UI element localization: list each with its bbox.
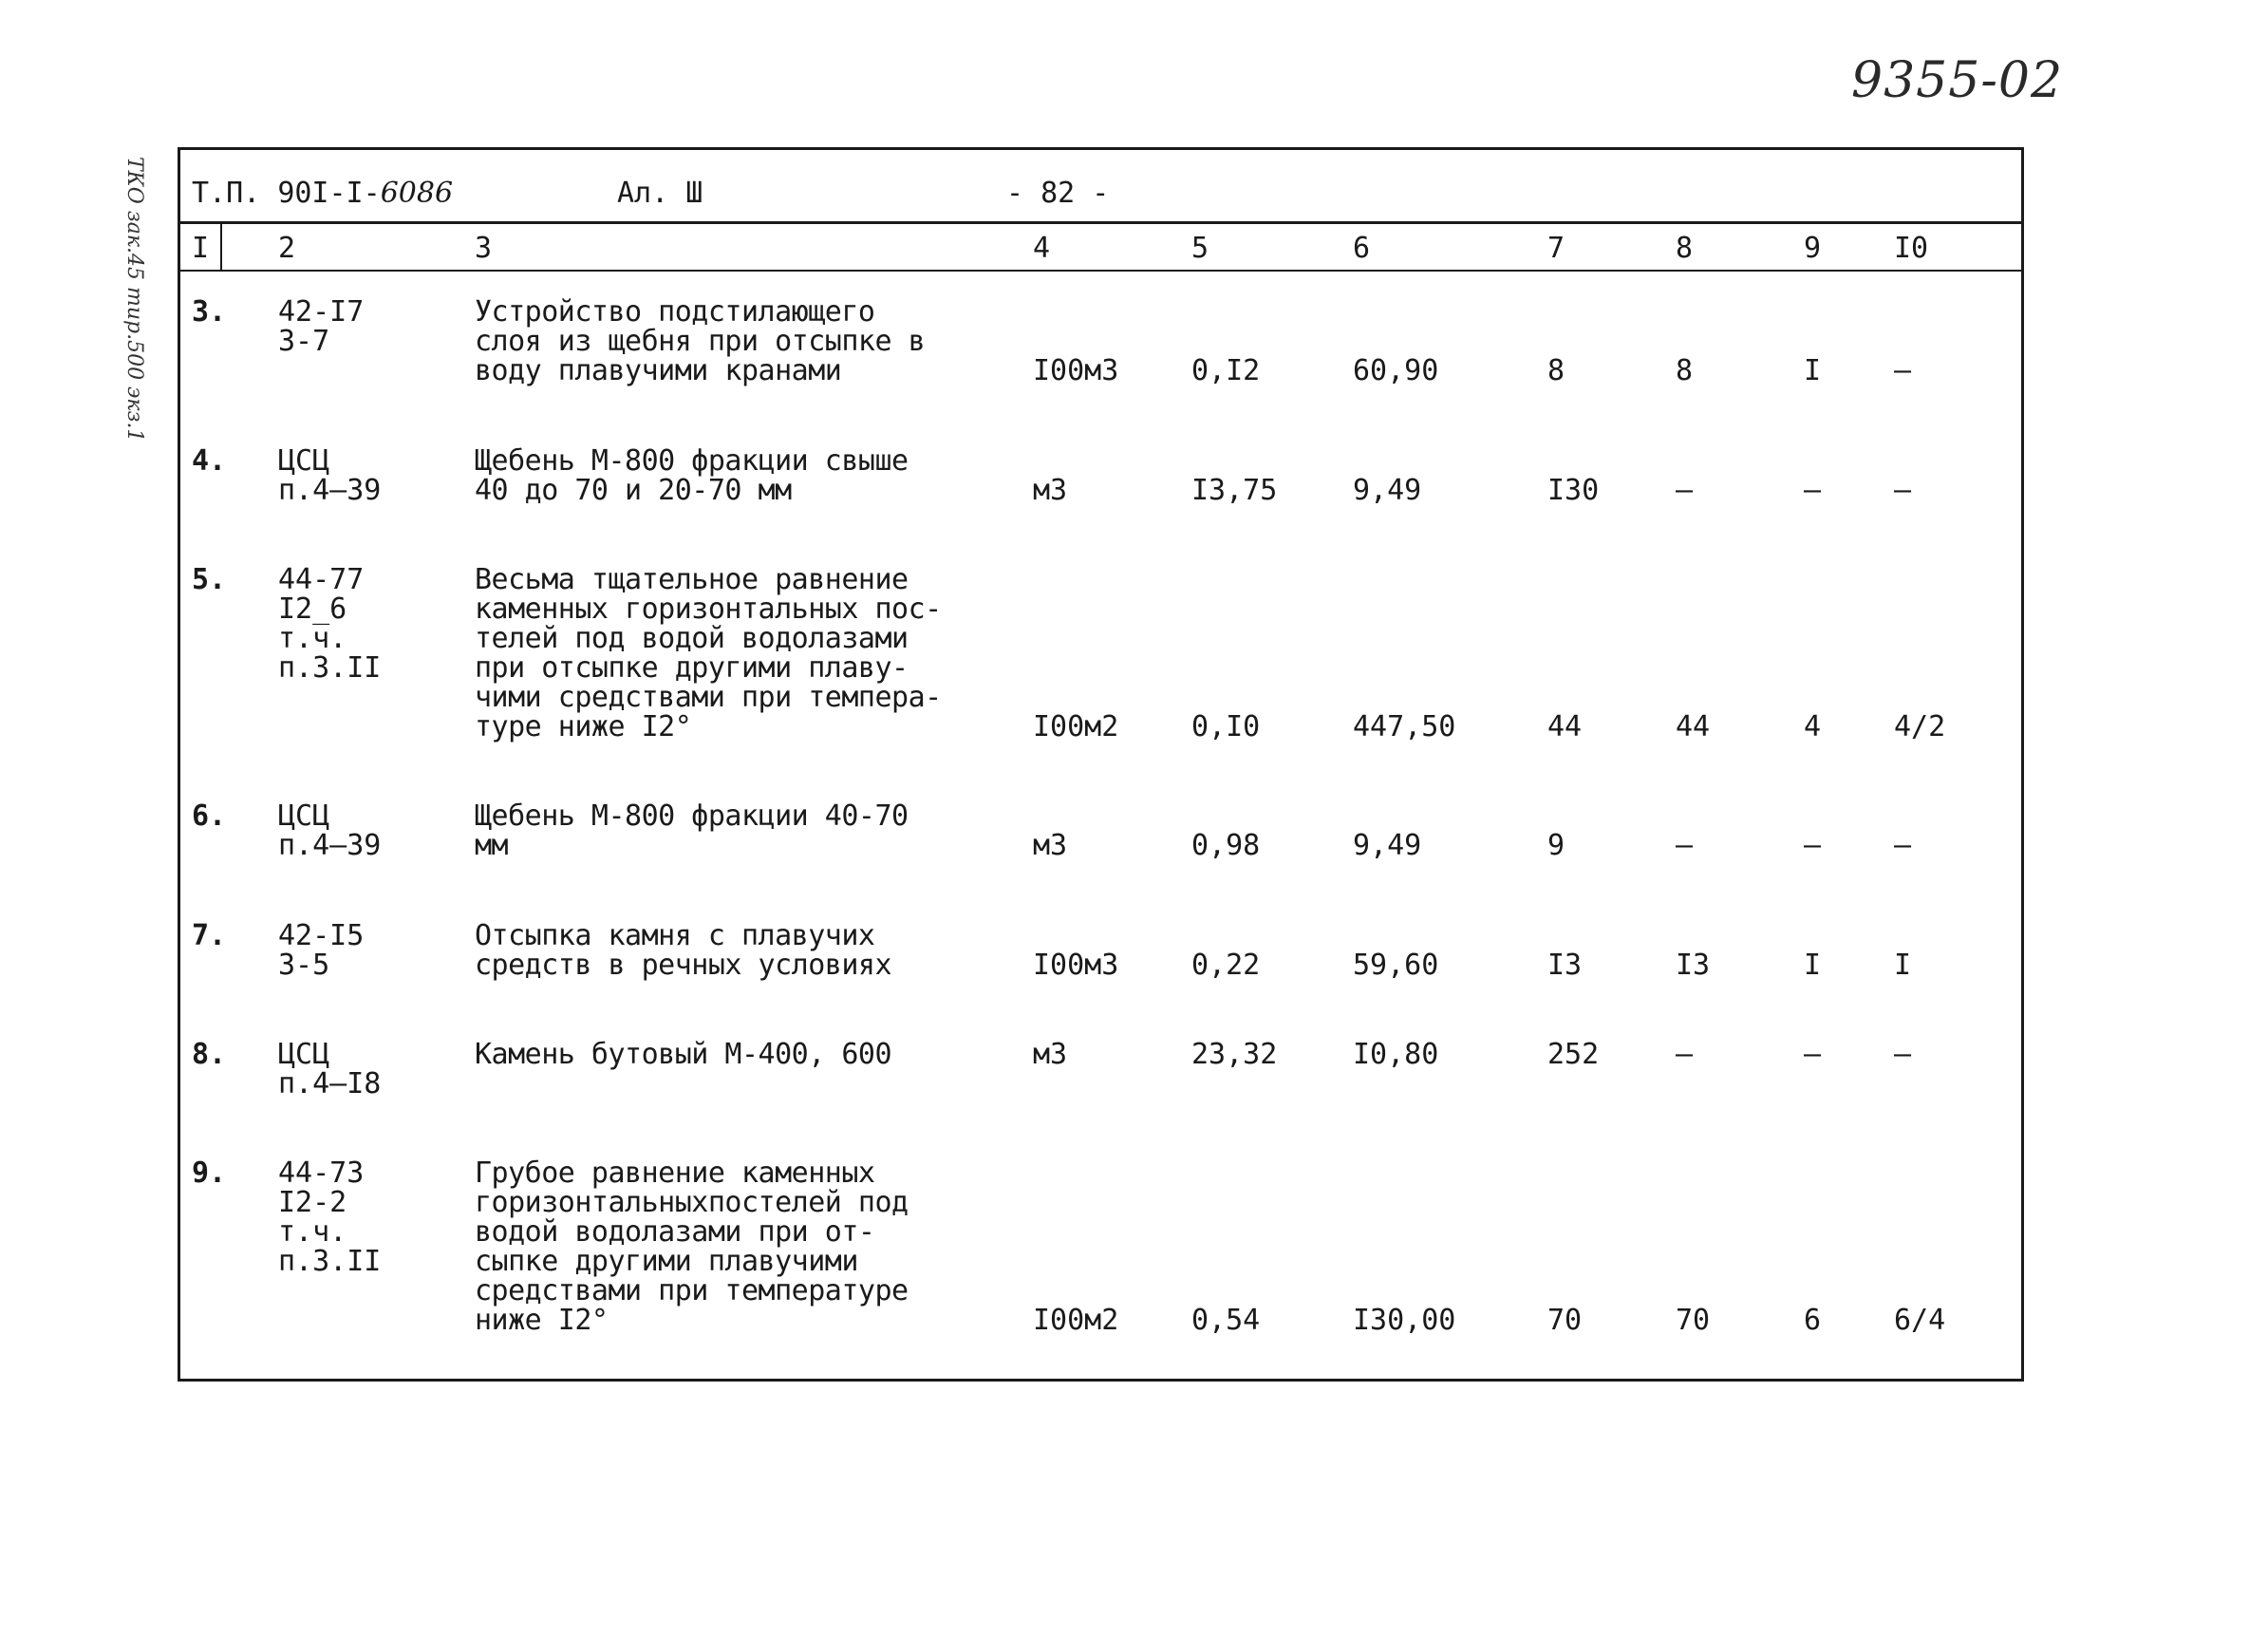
row-col8: 44 xyxy=(1676,710,1711,743)
row-number: 4. xyxy=(192,444,227,478)
row-col8: – xyxy=(1676,474,1694,507)
tp-handwritten-suffix: 6086 xyxy=(380,177,454,210)
album-label: Ал. Ш xyxy=(617,177,703,210)
tp-number: 90I-I- xyxy=(277,177,381,210)
project-code xyxy=(192,177,453,210)
row-col7: 8 xyxy=(1547,354,1565,387)
row-col7: I30 xyxy=(1547,474,1600,507)
row-col9: 4 xyxy=(1804,710,1822,743)
row-code: 42-I5 3-5 xyxy=(278,919,365,982)
row-description: Отсыпка камня с плавучих средств в речных условиях xyxy=(475,919,892,982)
row-unit: I00м3 xyxy=(1033,354,1119,387)
col-num-6: 6 xyxy=(1353,232,1371,265)
col-num-1: I xyxy=(192,232,210,265)
row-price: 60,90 xyxy=(1353,354,1439,387)
row-quantity: 0,I2 xyxy=(1191,354,1261,387)
row-unit: I00м2 xyxy=(1033,1304,1119,1337)
row-col7: 44 xyxy=(1547,710,1583,743)
row-col9: – xyxy=(1804,474,1822,507)
row-col8: – xyxy=(1676,829,1694,862)
row-quantity: I3,75 xyxy=(1191,474,1278,507)
row-code: ЦСЦ п.4–I8 xyxy=(278,1038,382,1100)
row-col10: I xyxy=(1894,949,1912,982)
row-quantity: 0,54 xyxy=(1191,1304,1261,1337)
col-num-3: 3 xyxy=(475,232,493,265)
row-unit: м3 xyxy=(1033,829,1068,862)
sheet-header xyxy=(180,150,2021,224)
row-description: Камень бутовый М-400, 600 xyxy=(475,1038,892,1071)
row-description: Щебень М-800 фракции свыше 40 до 70 и 20-70 мм xyxy=(475,444,909,507)
row-col9: – xyxy=(1804,829,1822,862)
row-col7: 70 xyxy=(1547,1304,1583,1337)
row-col10: 4/2 xyxy=(1894,710,1946,743)
document-sheet xyxy=(178,147,2024,1382)
row-quantity: 0,98 xyxy=(1191,829,1261,862)
row-code: 42-I7 3-7 xyxy=(278,295,365,358)
side-stamp-text: ТКО зак.45 тир.500 экз.1 xyxy=(122,157,146,442)
row-number: 8. xyxy=(192,1038,227,1071)
row-price: 59,60 xyxy=(1353,949,1439,982)
row-col8: – xyxy=(1676,1038,1694,1071)
row-col10: – xyxy=(1894,354,1912,387)
row-col8: I3 xyxy=(1676,949,1711,982)
row-description: Устройство подстилающего слоя из щебня при отсыпке в воду плавучими кранами xyxy=(475,295,926,387)
row-number: 7. xyxy=(192,919,227,952)
row-description: Весьма тщательное равнение каменных горизонтальных пос- телей под водой водолазами при отсыпке другими плаву- чими средствами при темпера- туре ниже I2° xyxy=(475,563,942,743)
row-col9: I xyxy=(1804,354,1822,387)
row-col7: 9 xyxy=(1547,829,1565,862)
row-code: 44-77 I2_6 т.ч. п.3.II xyxy=(278,563,382,685)
row-col10: – xyxy=(1894,1038,1912,1071)
row-col9: – xyxy=(1804,1038,1822,1071)
row-number: 3. xyxy=(192,295,227,329)
row-price: 9,49 xyxy=(1353,829,1422,862)
row-quantity: 23,32 xyxy=(1191,1038,1278,1071)
page-number: - 82 - xyxy=(1006,177,1110,210)
row-quantity: 0,22 xyxy=(1191,949,1261,982)
row-col10: – xyxy=(1894,829,1912,862)
row-col9: 6 xyxy=(1804,1304,1822,1337)
col-num-10: I0 xyxy=(1894,232,1929,265)
tp-label: Т.П. xyxy=(192,177,261,210)
row-price: 9,49 xyxy=(1353,474,1422,507)
corner-handwritten-mark: 9355-02 xyxy=(1851,52,2064,109)
row-price: I0,80 xyxy=(1353,1038,1439,1071)
col-num-4: 4 xyxy=(1033,232,1051,265)
row-code: ЦСЦ п.4–39 xyxy=(278,444,382,507)
row-unit: I00м3 xyxy=(1033,949,1119,982)
column-divider xyxy=(220,224,222,270)
row-price: I30,00 xyxy=(1353,1304,1456,1337)
row-number: 5. xyxy=(192,563,227,596)
row-col7: I3 xyxy=(1547,949,1583,982)
row-code: 44-73 I2-2 т.ч. п.3.II xyxy=(278,1156,382,1278)
row-unit: м3 xyxy=(1033,1038,1068,1071)
row-code: ЦСЦ п.4–39 xyxy=(278,799,382,862)
row-col8: 8 xyxy=(1676,354,1694,387)
row-unit: I00м2 xyxy=(1033,710,1119,743)
col-num-2: 2 xyxy=(278,232,296,265)
row-number: 6. xyxy=(192,799,227,833)
row-number: 9. xyxy=(192,1156,227,1190)
side-print-stamp xyxy=(104,157,161,498)
row-col7: 252 xyxy=(1547,1038,1600,1071)
row-col10: 6/4 xyxy=(1894,1304,1946,1337)
row-description: Грубое равнение каменных горизонтальныхпостелей под водой водолазами при от- сыпке другими плавучими средствами при температуре ниже I2° xyxy=(475,1156,909,1337)
row-unit: м3 xyxy=(1033,474,1068,507)
row-col9: I xyxy=(1804,949,1822,982)
col-num-5: 5 xyxy=(1191,232,1209,265)
row-quantity: 0,I0 xyxy=(1191,710,1261,743)
row-col8: 70 xyxy=(1676,1304,1711,1337)
row-col10: – xyxy=(1894,474,1912,507)
column-number-row xyxy=(180,224,2021,272)
col-num-7: 7 xyxy=(1547,232,1565,265)
row-price: 447,50 xyxy=(1353,710,1456,743)
col-num-8: 8 xyxy=(1676,232,1694,265)
col-num-9: 9 xyxy=(1804,232,1822,265)
row-description: Щебень М-800 фракции 40-70 мм xyxy=(475,799,909,862)
